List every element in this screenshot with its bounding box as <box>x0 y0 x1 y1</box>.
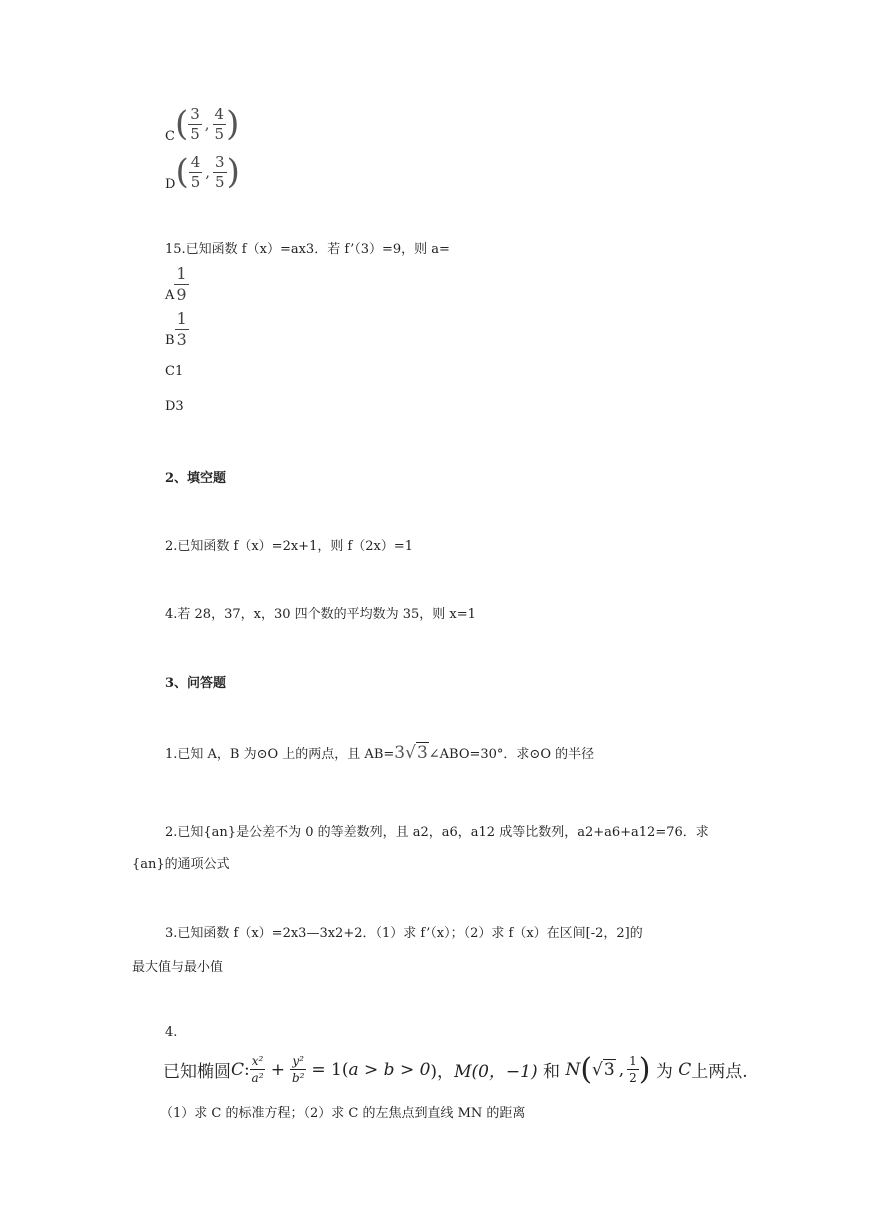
option-math: ( $\frac{3}{5}$ , $\frac{4}{5}$ ) <box>174 104 240 144</box>
fill-in-question-4: 4.若 28，37，x，30 四个数的平均数为 35，则 x=1 <box>165 607 476 622</box>
fraction: $\frac{3}{5}$ <box>215 152 225 191</box>
fraction: $\frac{1}{3}$ <box>176 309 187 349</box>
option-label: C <box>165 129 175 144</box>
section-title-fill-in: 2、填空题 <box>165 471 227 486</box>
q15-option-b: B $\frac{1}{3}$ <box>165 309 187 349</box>
fraction: $\frac{1}{9}$ <box>176 264 187 304</box>
fraction: $\frac{1}{2}$ <box>629 1054 637 1085</box>
ellipse-formula: 已知椭圆 C : $\frac{\text{x²}}{\text{a²}}$ + $\frac{\text{y²}}{\text{b²}}$ = 1( a > b > 0 )， M(0，−1) 和 N ( √3 , $\frac{1}{2}$ ) 为 C 上两点. <box>163 1052 748 1087</box>
fill-in-question-2: 2.已知函数 f（x）=2x+1，则 f（2x）=1 <box>165 539 414 554</box>
fraction: $\frac{3}{5}$ <box>190 104 200 143</box>
sqrt-expression: 3√3 <box>394 743 428 763</box>
option-label: D <box>165 177 176 192</box>
qa-question-4-subparts: （1）求 C 的标准方程；（2）求 C 的左焦点到直线 MN 的距离 <box>160 1106 526 1121</box>
qa-question-2-line2: {an}的通项公式 <box>132 857 230 872</box>
q15-option-d: D3 <box>165 399 184 414</box>
fraction: $\frac{\text{x²}}{\text{a²}}$ <box>251 1054 264 1085</box>
qa-question-4-number: 4. <box>165 1025 178 1040</box>
q14-option-d <box>165 152 240 192</box>
q15-option-a: A $\frac{1}{9}$ <box>165 264 187 304</box>
qa-question-2-line1: 2.已知{an}是公差不为 0 的等差数列，且 a2，a6，a12 成等比数列，a2+a6+a12=76．求 <box>165 825 709 840</box>
fraction: $\frac{4}{5}$ <box>190 152 201 191</box>
qa-question-3-line2: 最大值与最小值 <box>132 960 224 975</box>
qa-question-1: 1.已知 A，B 为⊙O 上的两点，且 AB=3√3∠ABO=30°．求⊙O 的半径 <box>165 743 595 763</box>
fraction: $\frac{\text{y²}}{\text{b²}}$ <box>291 1054 305 1085</box>
q15-option-c: C1 <box>165 364 184 379</box>
fraction: $\frac{4}{5}$ <box>214 104 225 143</box>
q14-option-c <box>165 104 239 144</box>
q15-stem: 15.已知函数 f（x）=ax3．若 f’（3）=9，则 a= <box>165 242 450 257</box>
qa-question-3-line1: 3.已知函数 f（x）=2x3—3x2+2．（1）求 f’（x）；（2）求 f（x）在区间[-2，2]的 <box>165 926 643 941</box>
option-math: ( $\frac{4}{5}$ , $\frac{3}{5}$ ) <box>175 152 240 192</box>
section-title-qa: 3、问答题 <box>165 676 227 691</box>
